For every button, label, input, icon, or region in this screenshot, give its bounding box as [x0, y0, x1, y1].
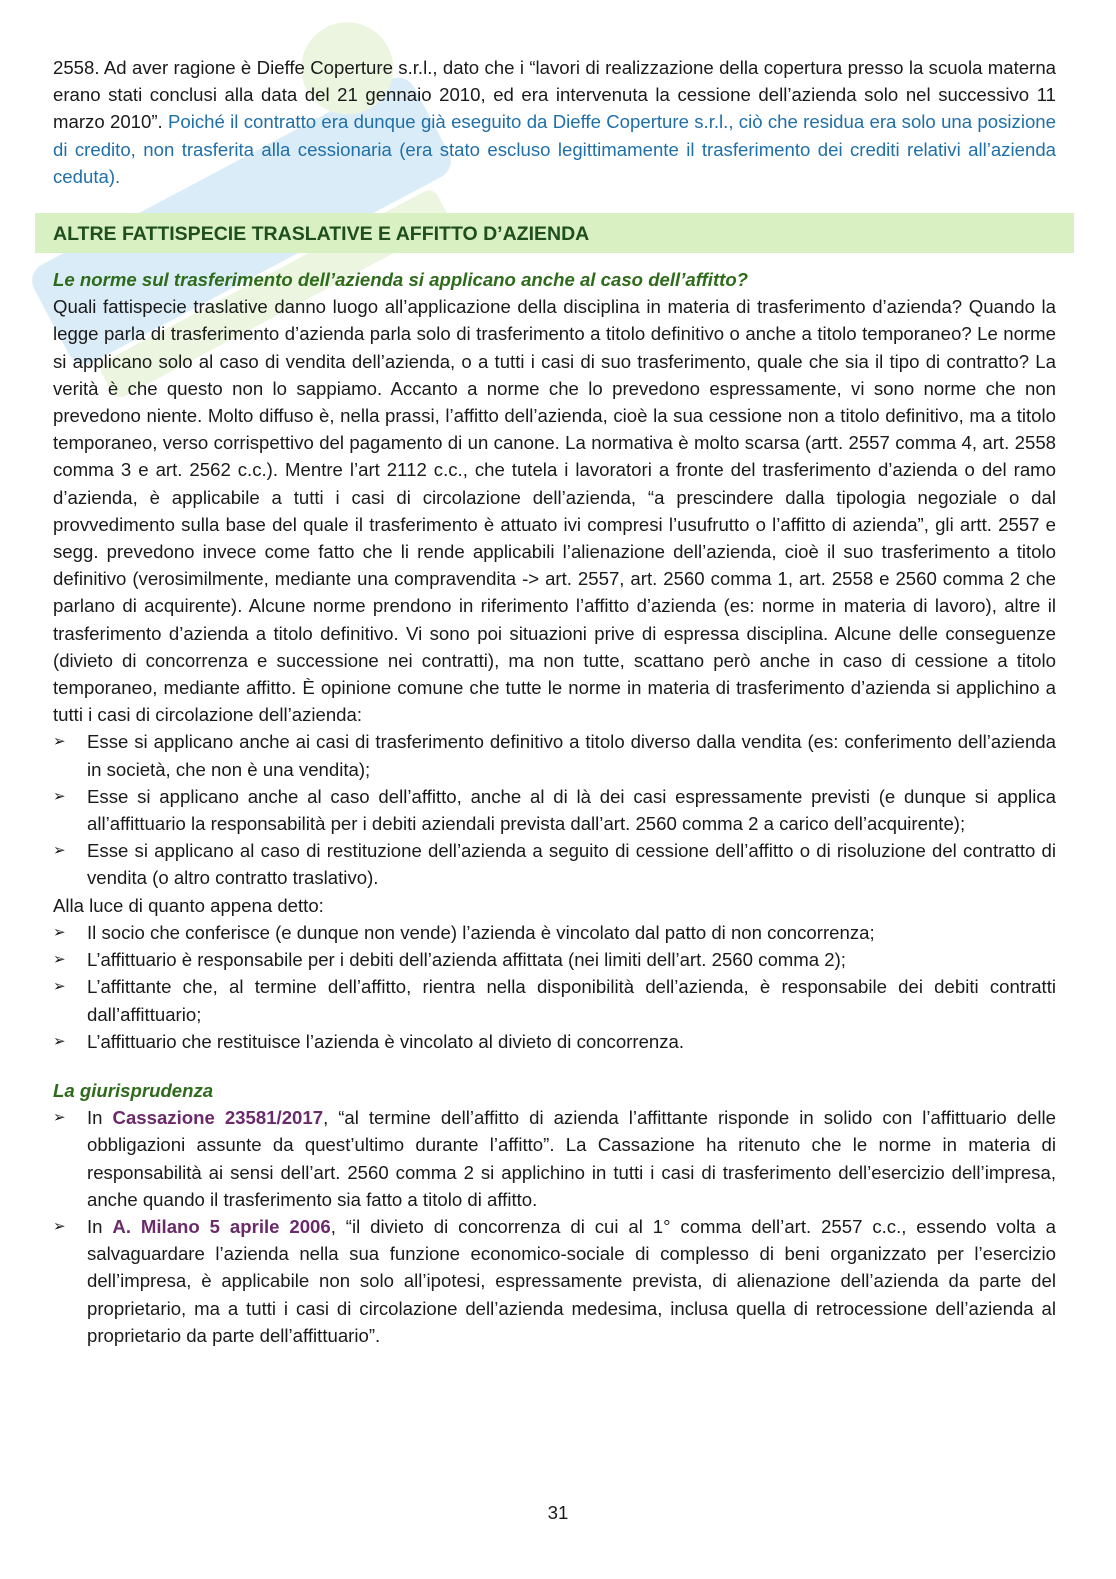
question-body: Quali fattispecie traslative danno luogo all’applicazione della disciplina in materia di trasferimento d’azienda? Quando la legge parla di trasferimento d’azienda parla solo di trasferimento a titolo definitivo o anche a titolo temporaneo? Le norme si applicano solo al caso di vendita dell’azienda, o a tutti i casi di suo trasferimento, quale che sia il tipo di contratto? La verità è che questo non lo sappiamo. Accanto a norme che lo prevedono espressamente, vi sono norme che non prevedono niente. Molto diffuso è, nella prassi, l’affitto dell’azienda, cioè la sua cessione non a titolo definitivo, ma a titolo temporaneo, verso corrispettivo del pagamento di un canone. La normativa è molto scarsa (artt. 2557 comma 4, art. 2558 comma 3 e art. 2562 c.c.). Mentre l’art 2112 c.c., che tutela i lavoratori a fronte del trasferimento d’azienda o del ramo d’azienda, è applicabile a tutti i casi di circolazione dell’azienda, “a prescindere dalla tipologia negoziale o dal provvedimento sulla base del quale il trasferimento è attuato ivi compresi l’usufrutto o l’affitto di azienda”, gli artt. 2557 e segg. prevedono invece come fatto che li rende applicabili l’alienazione dell’azienda, cioè il suo trasferimento a titolo definitivo (verosimilmente, mediante una compravendita -> art. 2557, art. 2560 comma 1, art. 2558 e 2560 comma 2 che parlano di acquirente). Alcune norme prendono in riferimento l’affitto d’azienda (es: norme in materia di lavoro), altre il trasferimento d’azienda a titolo definitivo. Vi sono poi situazioni prive di espressa disciplina. Alcune delle conseguenze (divieto di concorrenza e successione nei contratti), ma non tutte, scattano però anche in caso di cessione a titolo temporaneo, mediante affitto. È opinione comune che tutte le norme in materia di trasferimento d’azienda si applichino a tutti i casi di circolazione dell’azienda: [53, 296, 1056, 726]
arrow-bullet-icon: ➢ [53, 1217, 66, 1235]
section-heading: ALTRE FATTISPECIE TRASLATIVE E AFFITTO D’AZIENDA [35, 213, 1074, 253]
list-item: ➢ L’affittante che, al termine dell’affitto, rientra nella disponibilità dell’azienda, è responsabile dei debiti contratti dall’affittuario; [53, 973, 1056, 1027]
page-number: 31 [547, 1502, 569, 1523]
case-law-list [53, 1104, 1056, 1349]
arrow-bullet-icon: ➢ [53, 1032, 66, 1050]
question-heading: Le norme sul trasferimento dell’azienda si applicano anche al caso dell’affitto? [53, 269, 749, 291]
list-item: ➢ Esse si applicano al caso di restituzione dell’azienda a seguito di cessione dell’affitto o di risoluzione del contratto di vendita (o altro contratto traslativo). [53, 837, 1056, 891]
list-item: ➢ Il socio che conferisce (e dunque non vende) l’azienda è vincolato dal patto di non concorrenza; [53, 919, 1056, 946]
intro-text-b: Poiché il contratto era dunque già eseguito da Dieffe Coperture s.r.l., ciò che residua era solo una posizione di credito, non trasferita alla cessionaria (era stato escluso legittimamente il trasferimento dei crediti relativi all’azienda ceduta). [53, 111, 1056, 187]
consequences-intro: Alla luce di quanto appena detto: [53, 894, 324, 916]
list-item: ➢ L’affittuario è responsabile per i debiti dell’azienda affittata (nei limiti dell’art. 2560 comma 2); [53, 946, 1056, 973]
arrow-bullet-icon: ➢ [53, 787, 66, 805]
case-citation: Cassazione 23581/2017 [112, 1107, 324, 1129]
list-item: ➢ Esse si applicano anche al caso dell’affitto, anche al di là dei casi espressamente previsti (e dunque si applica all’affittuario la responsabilità per i debiti aziendali prevista dall’art. 2560 comma 2 a carico dell’acquirente); [53, 783, 1056, 837]
arrow-bullet-icon: ➢ [53, 978, 66, 996]
list-item: ➢ Esse si applicano anche ai casi di trasferimento definitivo a titolo diverso dalla vendita (es: conferimento dell’azienda in società, che non è una vendita); [53, 728, 1056, 782]
case-law-heading: La giurisprudenza [53, 1079, 214, 1101]
arrow-bullet-icon: ➢ [53, 923, 66, 941]
arrow-bullet-icon: ➢ [53, 1109, 66, 1127]
consequences-list [53, 919, 1056, 1055]
arrow-bullet-icon: ➢ [53, 842, 66, 860]
document-page [53, 54, 1056, 1349]
list-item: ➢ L’affittuario che restituisce l’azienda è vincolato al divieto di concorrenza. [53, 1028, 1056, 1055]
list-item: ➢ In A. Milano 5 aprile 2006, “il divieto di concorrenza di cui al 1° comma dell’art. 2557 c.c., essendo volta a salvaguardare l’azienda nella sua funzione economico-sociale di complesso di beni organizzato per l’esercizio dell’impresa, è applicabile non solo all’ipotesi, espressamente prevista, di alienazione dell’azienda da parte del proprietario, ma a tutti i casi di circolazione dell’azienda medesima, inclusa quella di retrocessione dell’azienda al proprietario da parte dell’affittuario”. [53, 1213, 1056, 1349]
rules-list [53, 728, 1056, 891]
intro-paragraph [53, 54, 1056, 190]
case-citation: A. Milano 5 aprile 2006 [112, 1215, 331, 1237]
intro-text-a: 2558. Ad aver ragione è Dieffe Coperture s.r.l., dato che i “lavori di realizzazione della copertura presso la scuola materna erano stati conclusi alla data del 21 gennaio 2010, ed era intervenuta la cessione dell’azienda solo nel successivo 11 marzo 2010”. [53, 57, 1056, 133]
arrow-bullet-icon: ➢ [53, 951, 66, 969]
list-item: ➢ In Cassazione 23581/2017, “al termine dell’affitto di azienda l’affittante risponde in solido con l’affittuario delle obbligazioni assunte da quest’ultimo durante l’affitto”. La Cassazione ha ritenuto che le norme in materia di responsabilità ai sensi dell’art. 2560 comma 2 si applichino in tutti i casi di trasferimento dell’esercizio dell’impresa, anche quando il trasferimento sia fatto a titolo di affitto. [53, 1104, 1056, 1213]
arrow-bullet-icon: ➢ [53, 733, 66, 751]
